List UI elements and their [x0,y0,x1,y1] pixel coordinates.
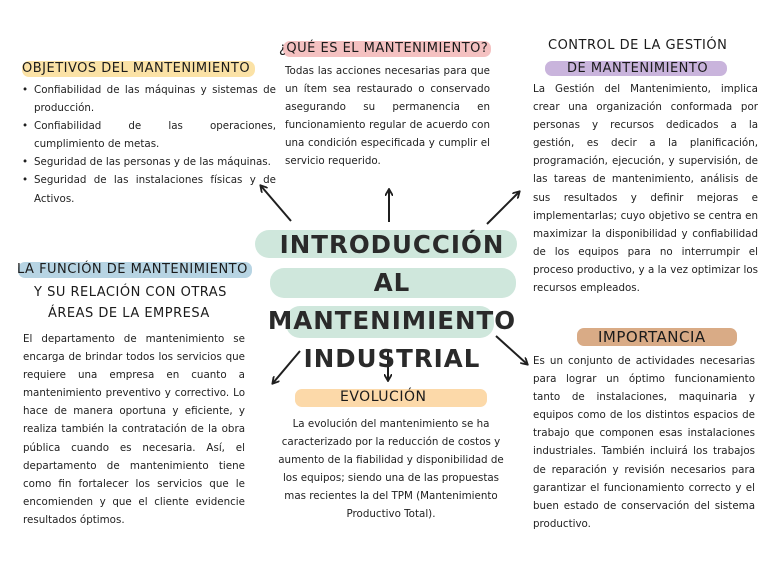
evolucion-text: La evolución del mantenimiento se ha caracterizado por la reducción de costos y aumento de la fiabilidad y disponibilidad de los equipos; siendo una de las propuestas mas recientes la del TPM (Mantenimiento Productivo Total). [278,418,504,521]
objetivos-item: • Seguridad de las personas y de las máquinas. [34,153,276,171]
center-title-line2: MANTENIMIENTO [267,306,517,335]
funcion-heading-line3: ÁREAS DE LA EMPRESA [48,306,210,321]
evolucion-heading: EVOLUCIÓN [340,389,427,405]
que-es-heading: ¿QUÉ ES EL MANTENIMIENTO? [279,41,489,56]
arrow-to-control [487,192,519,224]
objetivos-list [20,81,276,208]
control-text: La Gestión del Mantenimiento, implica crear una organización conformada por personas y recursos dedicados a la gestión, es decir a la planificación, programación, ejecución, y supervisión, de las tareas de mantenimiento, análisis de sus resultados y definir mejoras e implementarlas; cuyo objetivo se centra en maximizar la disponibilidad y confiabilidad de los equipos para no interrumpir el proceso productivo, y a la vez optimizar los recursos empleados. [533,83,758,295]
que-es-text: Todas las acciones necesarias para que un ítem sea restaurado o conservado asegurando su permanencia en funcionamiento regular de acuerdo con una condición especificada y cumplir el servicio requerido. [285,65,490,168]
importancia-heading: IMPORTANCIA [598,328,706,346]
control-heading-line2: DE MANTENIMIENTO [567,61,709,76]
objetivos-item: • Confiabilidad de las máquinas y sistemas de producción. [34,81,276,117]
control-heading-line1: CONTROL DE LA GESTIÓN [548,38,728,53]
importancia-text: Es un conjunto de actividades necesarias para lograr un óptimo funcionamiento tanto de instalaciones, maquinaria y equipos como de los distintos espacios de trabajo que componen esas instalaciones industriales. También incluirá los trabajos de reparación y revisión necesarios para garantizar el funcionamiento correcto y el buen estado de conservación del sistema productivo. [533,355,755,530]
objetivos-heading: OBJETIVOS DEL MANTENIMIENTO [22,61,251,76]
funcion-heading-line1: LA FUNCIÓN DE MANTENIMIENTO [17,262,248,277]
funcion-text: El departamento de mantenimiento se encarga de brindar todos los servicios que requiere una empresa en cuanto a mantenimiento preventivo y correctivo. Lo hace de manera oportuna y eficiente, y realiza también la contratación de la obra pública cuando es necesaria. Así, el departamento de mantenimiento tiene como fin fortalecer los servicios que le encomienden y que el cliente evidencie resultados óptimos. [23,333,245,526]
objetivos-item: • Seguridad de las instalaciones físicas y de Activos. [34,171,276,207]
center-title-line1: INTRODUCCIÓN AL [279,230,505,297]
objetivos-item: • Confiabilidad de las operaciones, cumplimiento de metas. [34,117,276,153]
funcion-heading-line2: Y SU RELACIÓN CON OTRAS [34,285,227,300]
center-title [262,226,522,378]
center-title-line3: INDUSTRIAL [303,344,481,373]
